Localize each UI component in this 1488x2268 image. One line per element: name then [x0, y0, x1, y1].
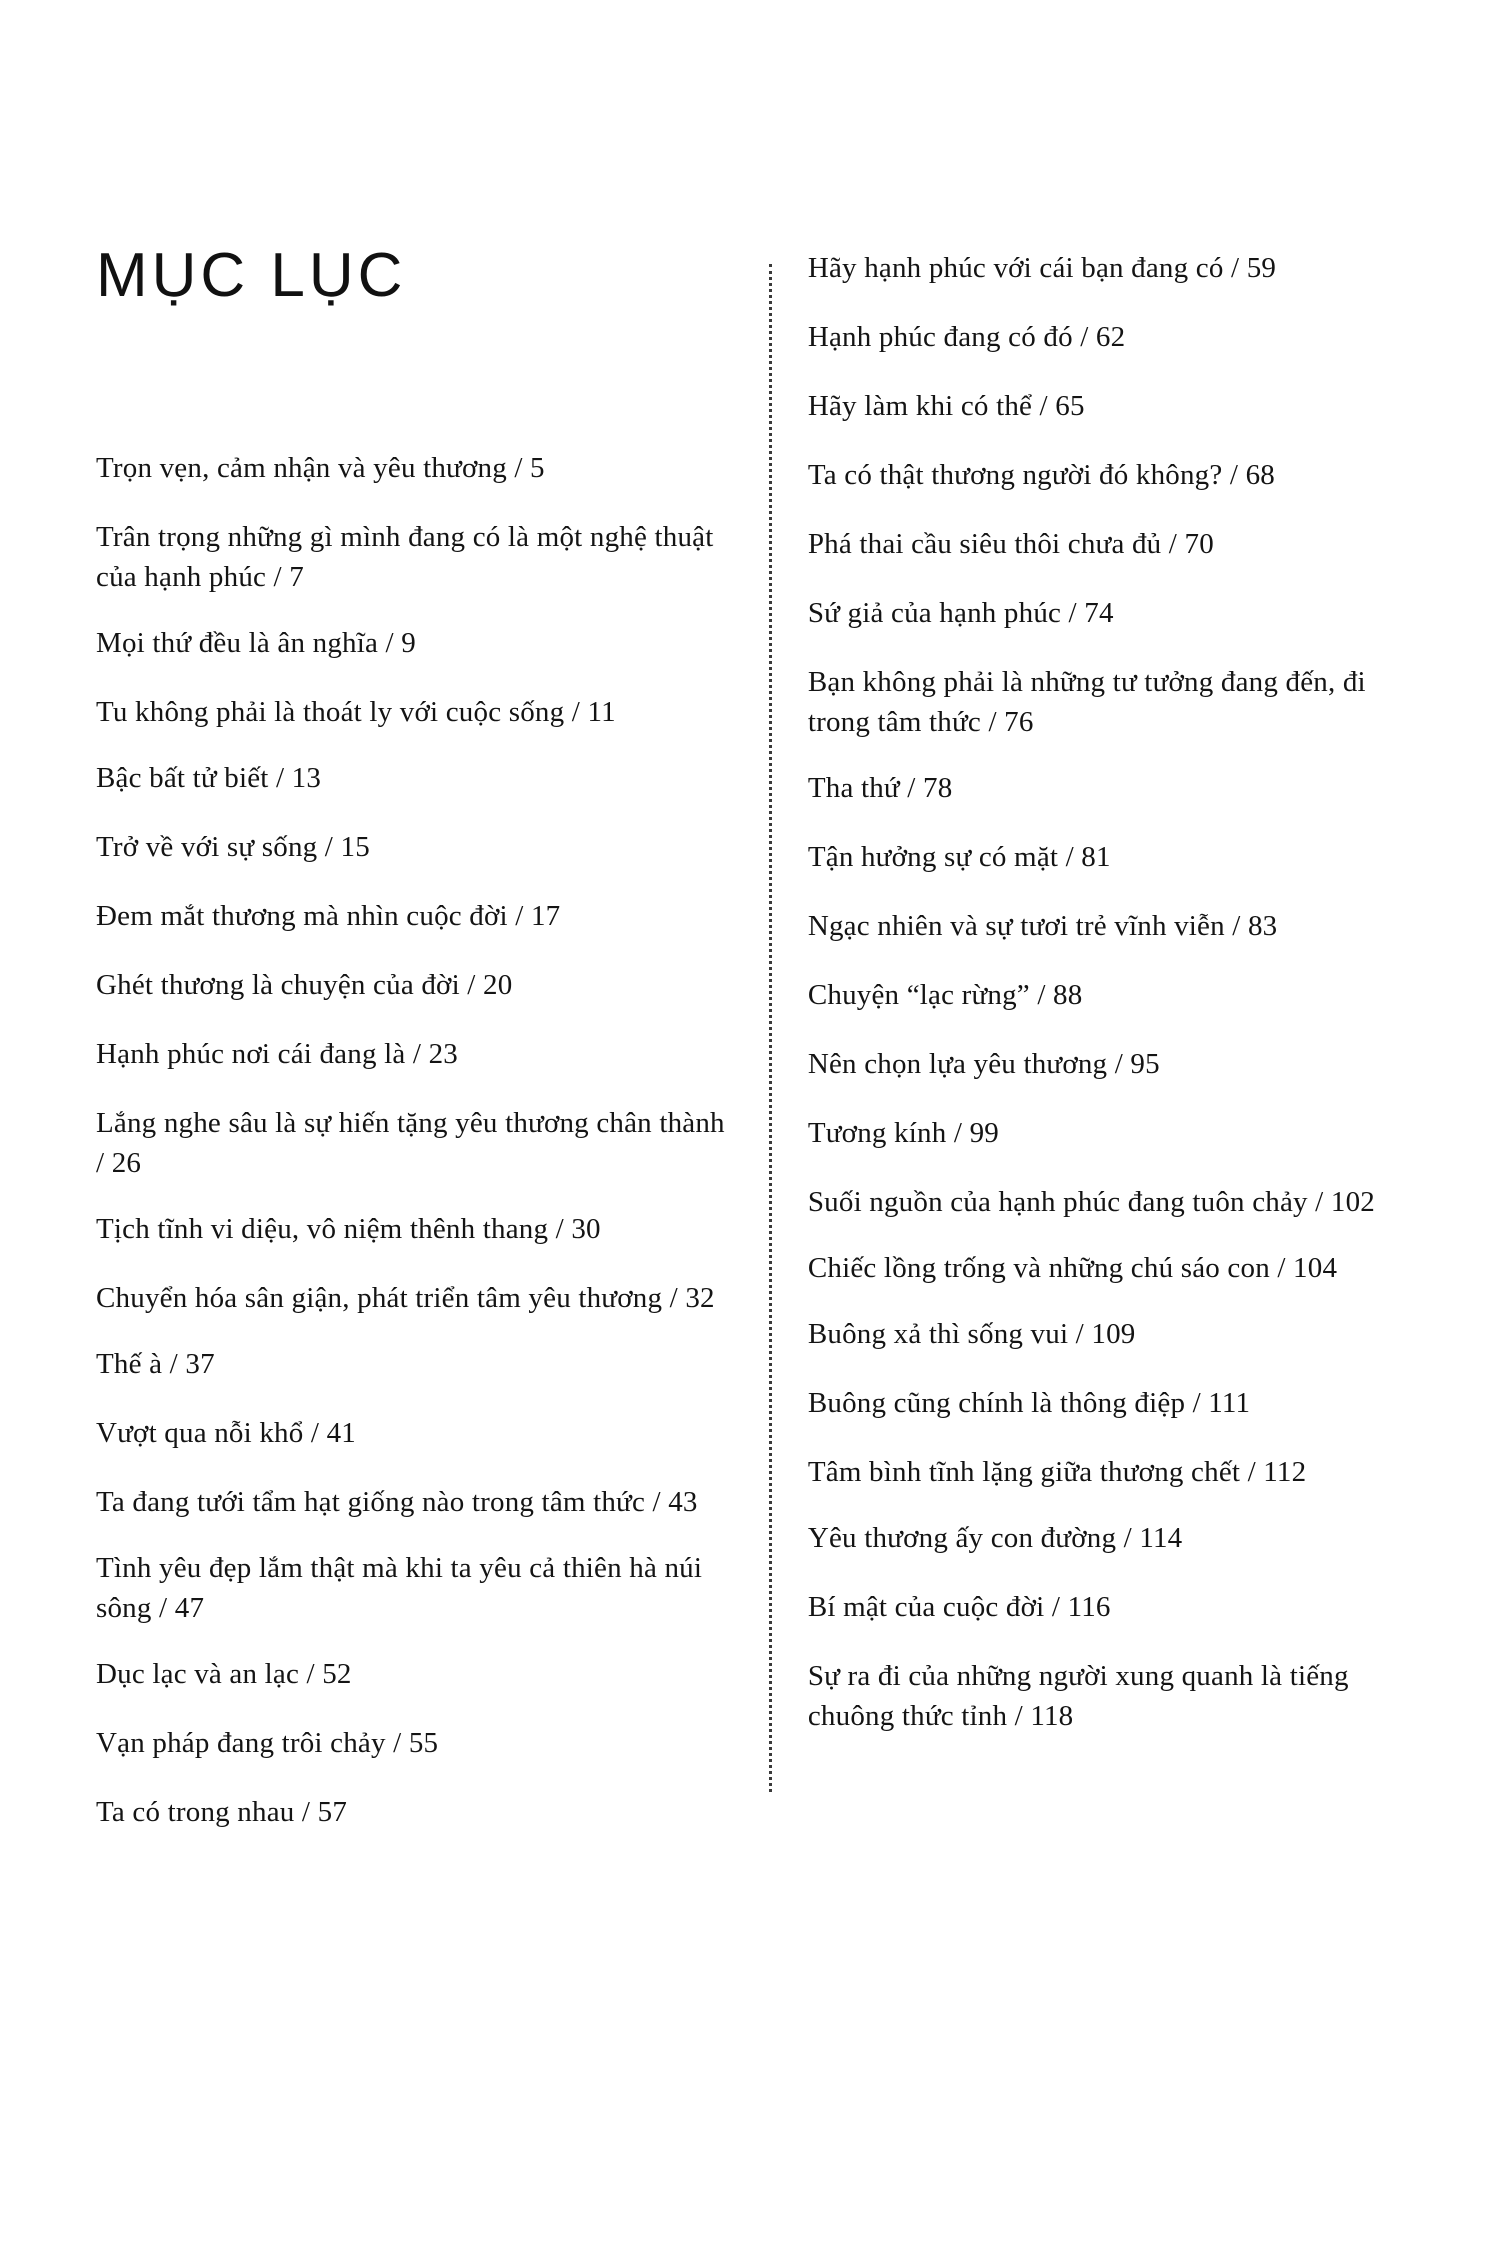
toc-entry[interactable]: Tận hưởng sự có mặt / 81: [807, 841, 1111, 873]
toc-entry[interactable]: Trở về với sự sống / 15: [96, 831, 370, 863]
toc-entry[interactable]: Vượt qua nỗi khổ / 41: [96, 1417, 356, 1449]
toc-entry[interactable]: Hãy hạnh phúc với cái bạn đang có / 59: [807, 252, 1277, 284]
toc-columns: [96, 248, 1396, 1832]
toc-entry[interactable]: Bí mật của cuộc đời / 116: [807, 1591, 1111, 1623]
toc-entry[interactable]: Ta đang tưới tẩm hạt giống nào trong tâm thức / 43: [96, 1486, 698, 1518]
toc-entry[interactable]: Chuyển hóa sân giận, phát triển tâm yêu thương / 32: [96, 1282, 715, 1314]
toc-entry[interactable]: Tịch tĩnh vi diệu, vô niệm thênh thang / 30: [96, 1213, 601, 1245]
toc-entry[interactable]: Tương kính / 99: [807, 1117, 999, 1149]
toc-entry[interactable]: Yêu thương ấy con đường / 114: [807, 1522, 1183, 1554]
toc-entry[interactable]: Sứ giả của hạnh phúc / 74: [807, 597, 1114, 629]
toc-entry[interactable]: Tình yêu đẹp lắm thật mà khi ta yêu cả thiên hà núi sông / 47: [96, 1552, 703, 1624]
toc-entry[interactable]: Trân trọng những gì mình đang có là một nghệ thuật của hạnh phúc / 7: [96, 521, 714, 593]
toc-entry[interactable]: Tha thứ / 78: [807, 772, 953, 804]
toc-entry[interactable]: Ghét thương là chuyện của đời / 20: [96, 969, 513, 1001]
toc-entry[interactable]: Sự ra đi của những người xung quanh là tiếng chuông thức tỉnh / 118: [807, 1660, 1349, 1732]
toc-entry[interactable]: Đem mắt thương mà nhìn cuộc đời / 17: [96, 900, 561, 932]
toc-entry[interactable]: Mọi thứ đều là ân nghĩa / 9: [96, 627, 416, 659]
toc-entry[interactable]: Hạnh phúc nơi cái đang là / 23: [96, 1038, 458, 1070]
toc-entry[interactable]: Phá thai cầu siêu thôi chưa đủ / 70: [807, 528, 1214, 560]
toc-column-right: [772, 248, 1396, 1736]
toc-entry[interactable]: Tâm bình tĩnh lặng giữa thương chết / 112: [807, 1456, 1307, 1488]
toc-entry[interactable]: Lắng nghe sâu là sự hiến tặng yêu thương chân thành / 26: [96, 1107, 725, 1179]
toc-entry[interactable]: Bạn không phải là những tư tưởng đang đến, đi trong tâm thức / 76: [807, 666, 1366, 738]
toc-entry[interactable]: Ta có trong nhau / 57: [96, 1796, 348, 1828]
toc-entry[interactable]: Buông cũng chính là thông điệp / 111: [807, 1387, 1251, 1419]
toc-entry[interactable]: Buông xả thì sống vui / 109: [807, 1318, 1136, 1350]
toc-entry[interactable]: Hãy làm khi có thể / 65: [807, 390, 1085, 422]
toc-entry[interactable]: Trọn vẹn, cảm nhận và yêu thương / 5: [96, 452, 545, 484]
page-title: MỤC LỤC: [96, 241, 407, 310]
toc-entry[interactable]: Hạnh phúc đang có đó / 62: [807, 321, 1126, 353]
toc-column-left: [96, 248, 769, 1832]
toc-entry[interactable]: Chuyện “lạc rừng” / 88: [807, 979, 1083, 1011]
toc-entry[interactable]: Vạn pháp đang trôi chảy / 55: [96, 1727, 439, 1759]
toc-entry[interactable]: Ngạc nhiên và sự tươi trẻ vĩnh viễn / 83: [807, 910, 1278, 942]
toc-entry[interactable]: Dục lạc và an lạc / 52: [96, 1658, 352, 1690]
toc-entry[interactable]: Nên chọn lựa yêu thương / 95: [807, 1048, 1160, 1080]
toc-entry[interactable]: Chiếc lồng trống và những chú sáo con / 104: [807, 1252, 1338, 1284]
toc-entry[interactable]: Suối nguồn của hạnh phúc đang tuôn chảy / 102: [807, 1186, 1375, 1218]
toc-entry[interactable]: Tu không phải là thoát ly với cuộc sống / 11: [96, 696, 616, 728]
toc-entry[interactable]: Thế à / 37: [96, 1348, 215, 1380]
toc-entry[interactable]: Bậc bất tử biết / 13: [96, 762, 322, 794]
toc-entry[interactable]: Ta có thật thương người đó không? / 68: [807, 459, 1276, 491]
